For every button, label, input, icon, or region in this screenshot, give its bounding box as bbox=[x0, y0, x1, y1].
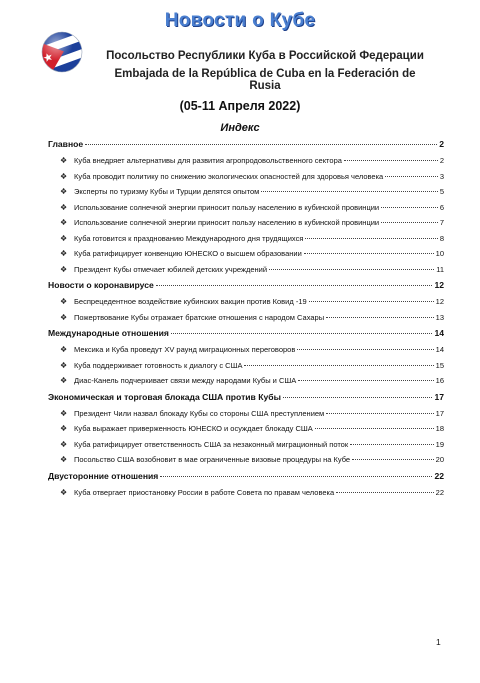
diamond-bullet-icon: ❖ bbox=[60, 171, 68, 181]
toc-entry-text: Беспрецедентное воздействие кубинских вакцин против Ковид -19 bbox=[74, 297, 307, 306]
dot-leader bbox=[171, 333, 433, 334]
toc-item-link[interactable] bbox=[48, 246, 444, 262]
toc-section-link[interactable] bbox=[48, 389, 444, 406]
page-number: 1 bbox=[436, 637, 441, 647]
toc-item-link[interactable] bbox=[48, 200, 444, 216]
toc-entry-text: Новости о коронавирусе bbox=[48, 280, 154, 290]
toc-item-link[interactable] bbox=[48, 406, 444, 422]
dot-leader bbox=[352, 459, 434, 460]
toc-entry-text: Экономическая и торговая блокада США против Кубы bbox=[48, 391, 281, 402]
dot-leader bbox=[298, 380, 433, 381]
dot-leader bbox=[305, 238, 437, 239]
diamond-bullet-icon: ❖ bbox=[60, 345, 68, 354]
toc-entry-text: Куба поддерживает готовность к диалогу с США bbox=[74, 360, 243, 370]
cuban-flag-sphere-icon bbox=[38, 28, 86, 76]
dot-leader bbox=[381, 222, 438, 223]
toc-item-link[interactable] bbox=[48, 437, 444, 453]
toc-entry-text: Куба внедряет альтернативы для развития агропродовольственного сектора bbox=[74, 156, 342, 165]
diamond-bullet-icon: ❖ bbox=[60, 218, 68, 227]
toc-page-number: 18 bbox=[435, 424, 444, 433]
dot-leader bbox=[344, 160, 438, 161]
dot-leader bbox=[385, 176, 438, 177]
toc-page-number: 8 bbox=[439, 233, 444, 243]
toc-entry-text: Использование солнечной энергии приносит пользу населению в кубинской провинции bbox=[74, 202, 380, 212]
toc-item-link[interactable] bbox=[48, 262, 444, 278]
toc-page-number: 14 bbox=[435, 345, 444, 354]
toc-item-link[interactable] bbox=[48, 421, 444, 437]
diamond-bullet-icon: ❖ bbox=[60, 297, 68, 306]
toc-item-link[interactable] bbox=[48, 231, 444, 247]
toc-page-number: 10 bbox=[435, 249, 444, 258]
dot-leader bbox=[326, 413, 433, 414]
toc-entry-text: Диас-Канель подчеркивает связи между народами Кубы и США bbox=[74, 376, 297, 385]
toc-page-number: 17 bbox=[435, 408, 444, 418]
diamond-bullet-icon: ❖ bbox=[60, 312, 68, 322]
index-title: Индекс bbox=[220, 122, 260, 134]
toc-entry-text: Президент Кубы отмечает юбилей детских учреждений bbox=[74, 264, 268, 274]
diamond-bullet-icon: ❖ bbox=[60, 455, 68, 464]
toc-entry-text: Двусторонние отношения bbox=[48, 470, 159, 481]
dot-leader bbox=[381, 207, 438, 208]
dot-leader bbox=[85, 144, 437, 145]
toc-entry-text: Куба отвергает приостановку России в работе Совета по правам человека bbox=[74, 487, 335, 497]
toc-page-number: 11 bbox=[436, 264, 444, 274]
toc-section-link[interactable] bbox=[48, 468, 444, 485]
toc-page-number: 7 bbox=[439, 218, 444, 227]
toc-page-number: 5 bbox=[439, 187, 444, 196]
toc-page-number: 15 bbox=[435, 360, 444, 370]
diamond-bullet-icon: ❖ bbox=[60, 156, 68, 165]
page-title: Новости о Кубе bbox=[164, 10, 316, 31]
toc-page-number: 22 bbox=[434, 470, 444, 481]
toc-page-number: 2 bbox=[439, 139, 444, 149]
diamond-bullet-icon: ❖ bbox=[60, 424, 68, 433]
toc-page-number: 3 bbox=[439, 171, 444, 181]
toc-item-link[interactable] bbox=[48, 215, 444, 231]
toc-entry-text: Президент Чили назвал блокаду Кубы со стороны США преступлением bbox=[74, 408, 325, 418]
toc-entry-text: Международные отношения bbox=[48, 328, 169, 338]
toc-entry-text: Куба ратифицирует конвенцию ЮНЕСКО о высшем образовании bbox=[74, 249, 302, 258]
dot-leader bbox=[261, 191, 438, 192]
toc-entry-text: Куба ратифицирует ответственность США за незаконный миграционный поток bbox=[74, 439, 349, 449]
dot-leader bbox=[309, 301, 434, 302]
toc-entry-text: Использование солнечной энергии приносит пользу населению в кубинской провинции bbox=[74, 218, 380, 227]
diamond-bullet-icon: ❖ bbox=[60, 376, 68, 385]
embassy-name-ru: Посольство Республики Куба в Российской Федерации bbox=[106, 50, 424, 62]
date-range: (05-11 Апреля 2022) bbox=[179, 99, 301, 113]
toc-page-number: 19 bbox=[435, 439, 444, 449]
diamond-bullet-icon: ❖ bbox=[60, 233, 68, 243]
diamond-bullet-icon: ❖ bbox=[60, 187, 68, 196]
toc-entry-text: Главное bbox=[48, 139, 84, 149]
toc-item-link[interactable] bbox=[48, 342, 444, 358]
toc-page-number: 17 bbox=[434, 391, 444, 402]
toc-item-link[interactable] bbox=[48, 153, 444, 169]
toc-item-link[interactable] bbox=[48, 452, 444, 468]
toc-page-number: 12 bbox=[434, 280, 444, 290]
dot-leader bbox=[336, 492, 434, 493]
toc-entry-text: Куба выражает приверженность ЮНЕСКО и осуждает блокаду США bbox=[74, 424, 313, 433]
diamond-bullet-icon: ❖ bbox=[60, 202, 68, 212]
dot-leader bbox=[269, 269, 434, 270]
toc-section-link[interactable] bbox=[48, 325, 444, 342]
toc-page-number: 20 bbox=[435, 455, 444, 464]
dot-leader bbox=[350, 444, 434, 445]
toc-entry-text: Мексика и Куба проведут XV раунд миграционных переговоров bbox=[74, 345, 296, 354]
toc-item-link[interactable] bbox=[48, 373, 444, 389]
dot-leader bbox=[156, 285, 433, 286]
diamond-bullet-icon: ❖ bbox=[60, 487, 68, 497]
toc-entry-text: Куба готовится к празднованию Международного дня трудящихся bbox=[74, 233, 304, 243]
toc-section-link[interactable] bbox=[48, 277, 444, 294]
toc-item-link[interactable] bbox=[48, 184, 444, 200]
dot-leader bbox=[315, 428, 434, 429]
toc-page-number: 6 bbox=[439, 202, 444, 212]
dot-leader bbox=[244, 365, 433, 366]
toc-page-number: 16 bbox=[435, 376, 444, 385]
diamond-bullet-icon: ❖ bbox=[60, 360, 68, 370]
toc-item-link[interactable] bbox=[48, 169, 444, 185]
diamond-bullet-icon: ❖ bbox=[60, 408, 68, 418]
toc-page-number: 12 bbox=[435, 297, 444, 306]
dot-leader bbox=[160, 476, 432, 477]
diamond-bullet-icon: ❖ bbox=[60, 264, 68, 274]
table-of-contents bbox=[48, 136, 444, 500]
toc-section-link[interactable] bbox=[48, 136, 444, 153]
toc-page-number: 14 bbox=[434, 328, 444, 338]
toc-item-link[interactable] bbox=[48, 294, 444, 310]
toc-item-link[interactable] bbox=[48, 310, 444, 326]
dot-leader bbox=[304, 253, 434, 254]
toc-entry-text: Пожертвование Кубы отражает братские отношения с народом Сахары bbox=[74, 312, 325, 322]
toc-entry-text: Эксперты по туризму Кубы и Турции делятся опытом bbox=[74, 187, 260, 196]
embassy-name-es: Embajada de la República de Cuba en la Federación de Rusia bbox=[114, 68, 416, 92]
dot-leader bbox=[297, 349, 433, 350]
diamond-bullet-icon: ❖ bbox=[60, 439, 68, 449]
toc-item-link[interactable] bbox=[48, 485, 444, 501]
toc-item-link[interactable] bbox=[48, 358, 444, 374]
toc-entry-text: Посольство США возобновит в мае ограниченные визовые процедуры на Кубе bbox=[74, 455, 351, 464]
dot-leader bbox=[326, 317, 434, 318]
toc-entry-text: Куба проводит политику по снижению экологических опасностей для здоровья человека bbox=[74, 171, 384, 181]
toc-page-number: 13 bbox=[435, 312, 444, 322]
toc-page-number: 22 bbox=[435, 487, 444, 497]
diamond-bullet-icon: ❖ bbox=[60, 249, 68, 258]
toc-page-number: 2 bbox=[439, 156, 444, 165]
dot-leader bbox=[283, 397, 433, 398]
